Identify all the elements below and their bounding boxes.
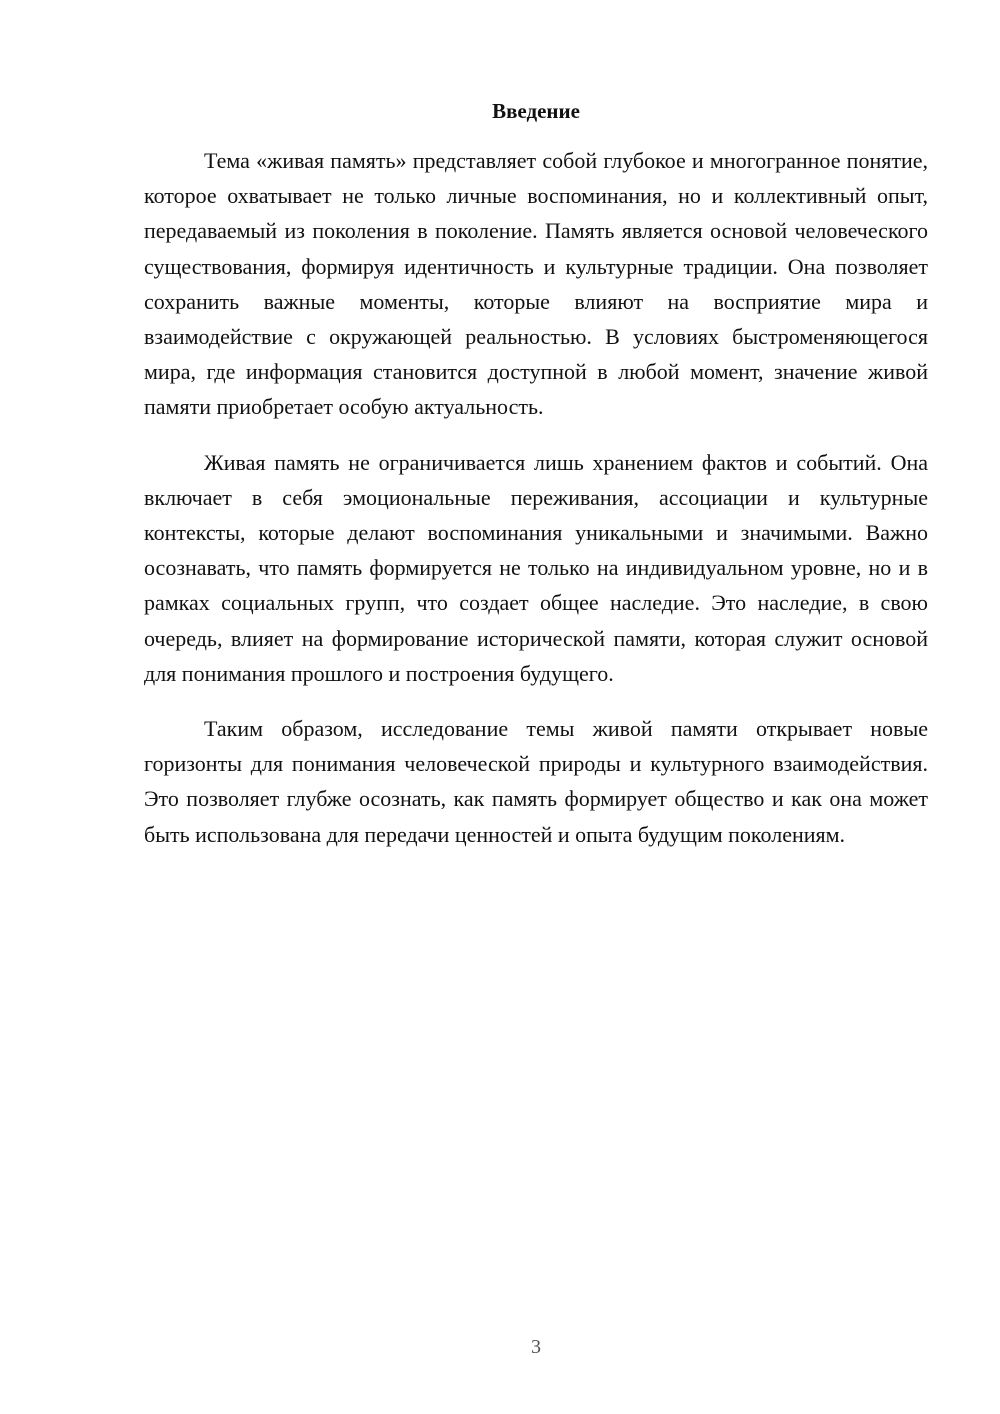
document-body: [144, 143, 928, 872]
page-number: 3: [531, 1336, 541, 1358]
paragraph-2: Живая память не ограничивается лишь хранением фактов и событий. Она включает в себя эмоциональные переживания, ассоциации и культурные контексты, которые делают воспоминания уникальными и значимыми. Важно осознавать, что память формируется не только на индивидуальном уровне, но и в рамках социальных групп, что создает общее наследие. Это наследие, в свою очередь, влияет на формирование исторической памяти, которая служит основой для понимания прошлого и построения будущего.: [144, 449, 928, 686]
section-heading: Введение: [492, 99, 580, 123]
paragraph-3: Таким образом, исследование темы живой памяти открывает новые горизонты для понимания человеческой природы и культурного взаимодействия. Это позволяет глубже осознать, как память формирует общество и как она может быть использована для передачи ценностей и опыта будущим поколениям.: [144, 716, 928, 847]
paragraph-1: Тема «живая память» представляет собой глубокое и многогранное понятие, которое охватывает не только личные воспоминания, но и коллективный опыт, передаваемый из поколения в поколение. Память является основой человеческого существования, формируя идентичность и культурные традиции. Она позволяет сохранить важные моменты, которые влияют на восприятие мира и взаимодействие с окружающей реальностью. В условиях быстроменяющегося мира, где информация становится доступной в любой момент, значение живой памяти приобретает особую актуальность.: [144, 148, 928, 420]
